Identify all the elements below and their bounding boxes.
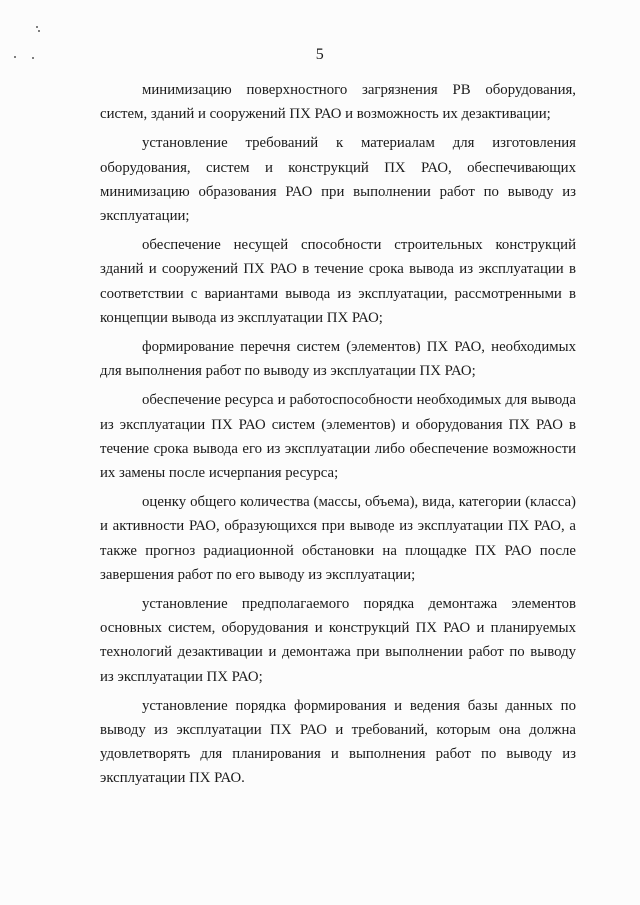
paragraph: формирование перечня систем (элементов) ПХ РАО, необходимых для выполнения работ по выводу из эксплуатации ПХ РАО; xyxy=(100,339,576,380)
paragraph: установление порядка формирования и ведения базы данных по выводу из эксплуатации ПХ РАО и требований, которым она должна удовлетворять для планирования и выполнения работ по выводу из эксплуатации ПХ РАО. xyxy=(100,697,576,787)
paragraph: установление требований к материалам для изготовления оборудования, систем и конструкций ПХ РАО, обеспечивающих минимизацию образования РАО при выполнении работ по выводу из эксплуатации; xyxy=(100,135,576,225)
paragraph: обеспечение несущей способности строительных конструкций зданий и сооружений ПХ РАО в течение срока вывода из эксплуатации в соответствии с вариантами вывода из эксплуатации, рассмотренными в концепции вывода из эксплуатации ПХ РАО; xyxy=(100,237,576,326)
paragraph: обеспечение ресурса и работоспособности необходимых для вывода из эксплуатации ПХ РАО систем (элементов) и оборудования ПХ РАО в течение срока вывода его из эксплуатации либо обеспечение возможности их замены после исчерпания ресурса; xyxy=(100,392,576,482)
page-number: 5 xyxy=(315,46,325,63)
paragraph: установление предполагаемого порядка демонтажа элементов основных систем, оборудования и конструкций ПХ РАО и планируемых технологий дезактивации и демонтажа при выполнении работ по выводу из эксплуатации ПХ РАО; xyxy=(100,596,576,685)
paragraph: минимизацию поверхностного загрязнения РВ оборудования, систем, зданий и сооружений ПХ РАО и возможность их дезактивации; xyxy=(100,82,576,123)
paragraph: оценку общего количества (массы, объема), вида, категории (класса) и активности РАО, образующихся при выводе из эксплуатации ПХ РАО, а также прогноз радиационной обстановки на площадке ПХ РАО после завершения работ по его выводу из эксплуатации; xyxy=(100,494,576,583)
document-body xyxy=(100,78,576,791)
